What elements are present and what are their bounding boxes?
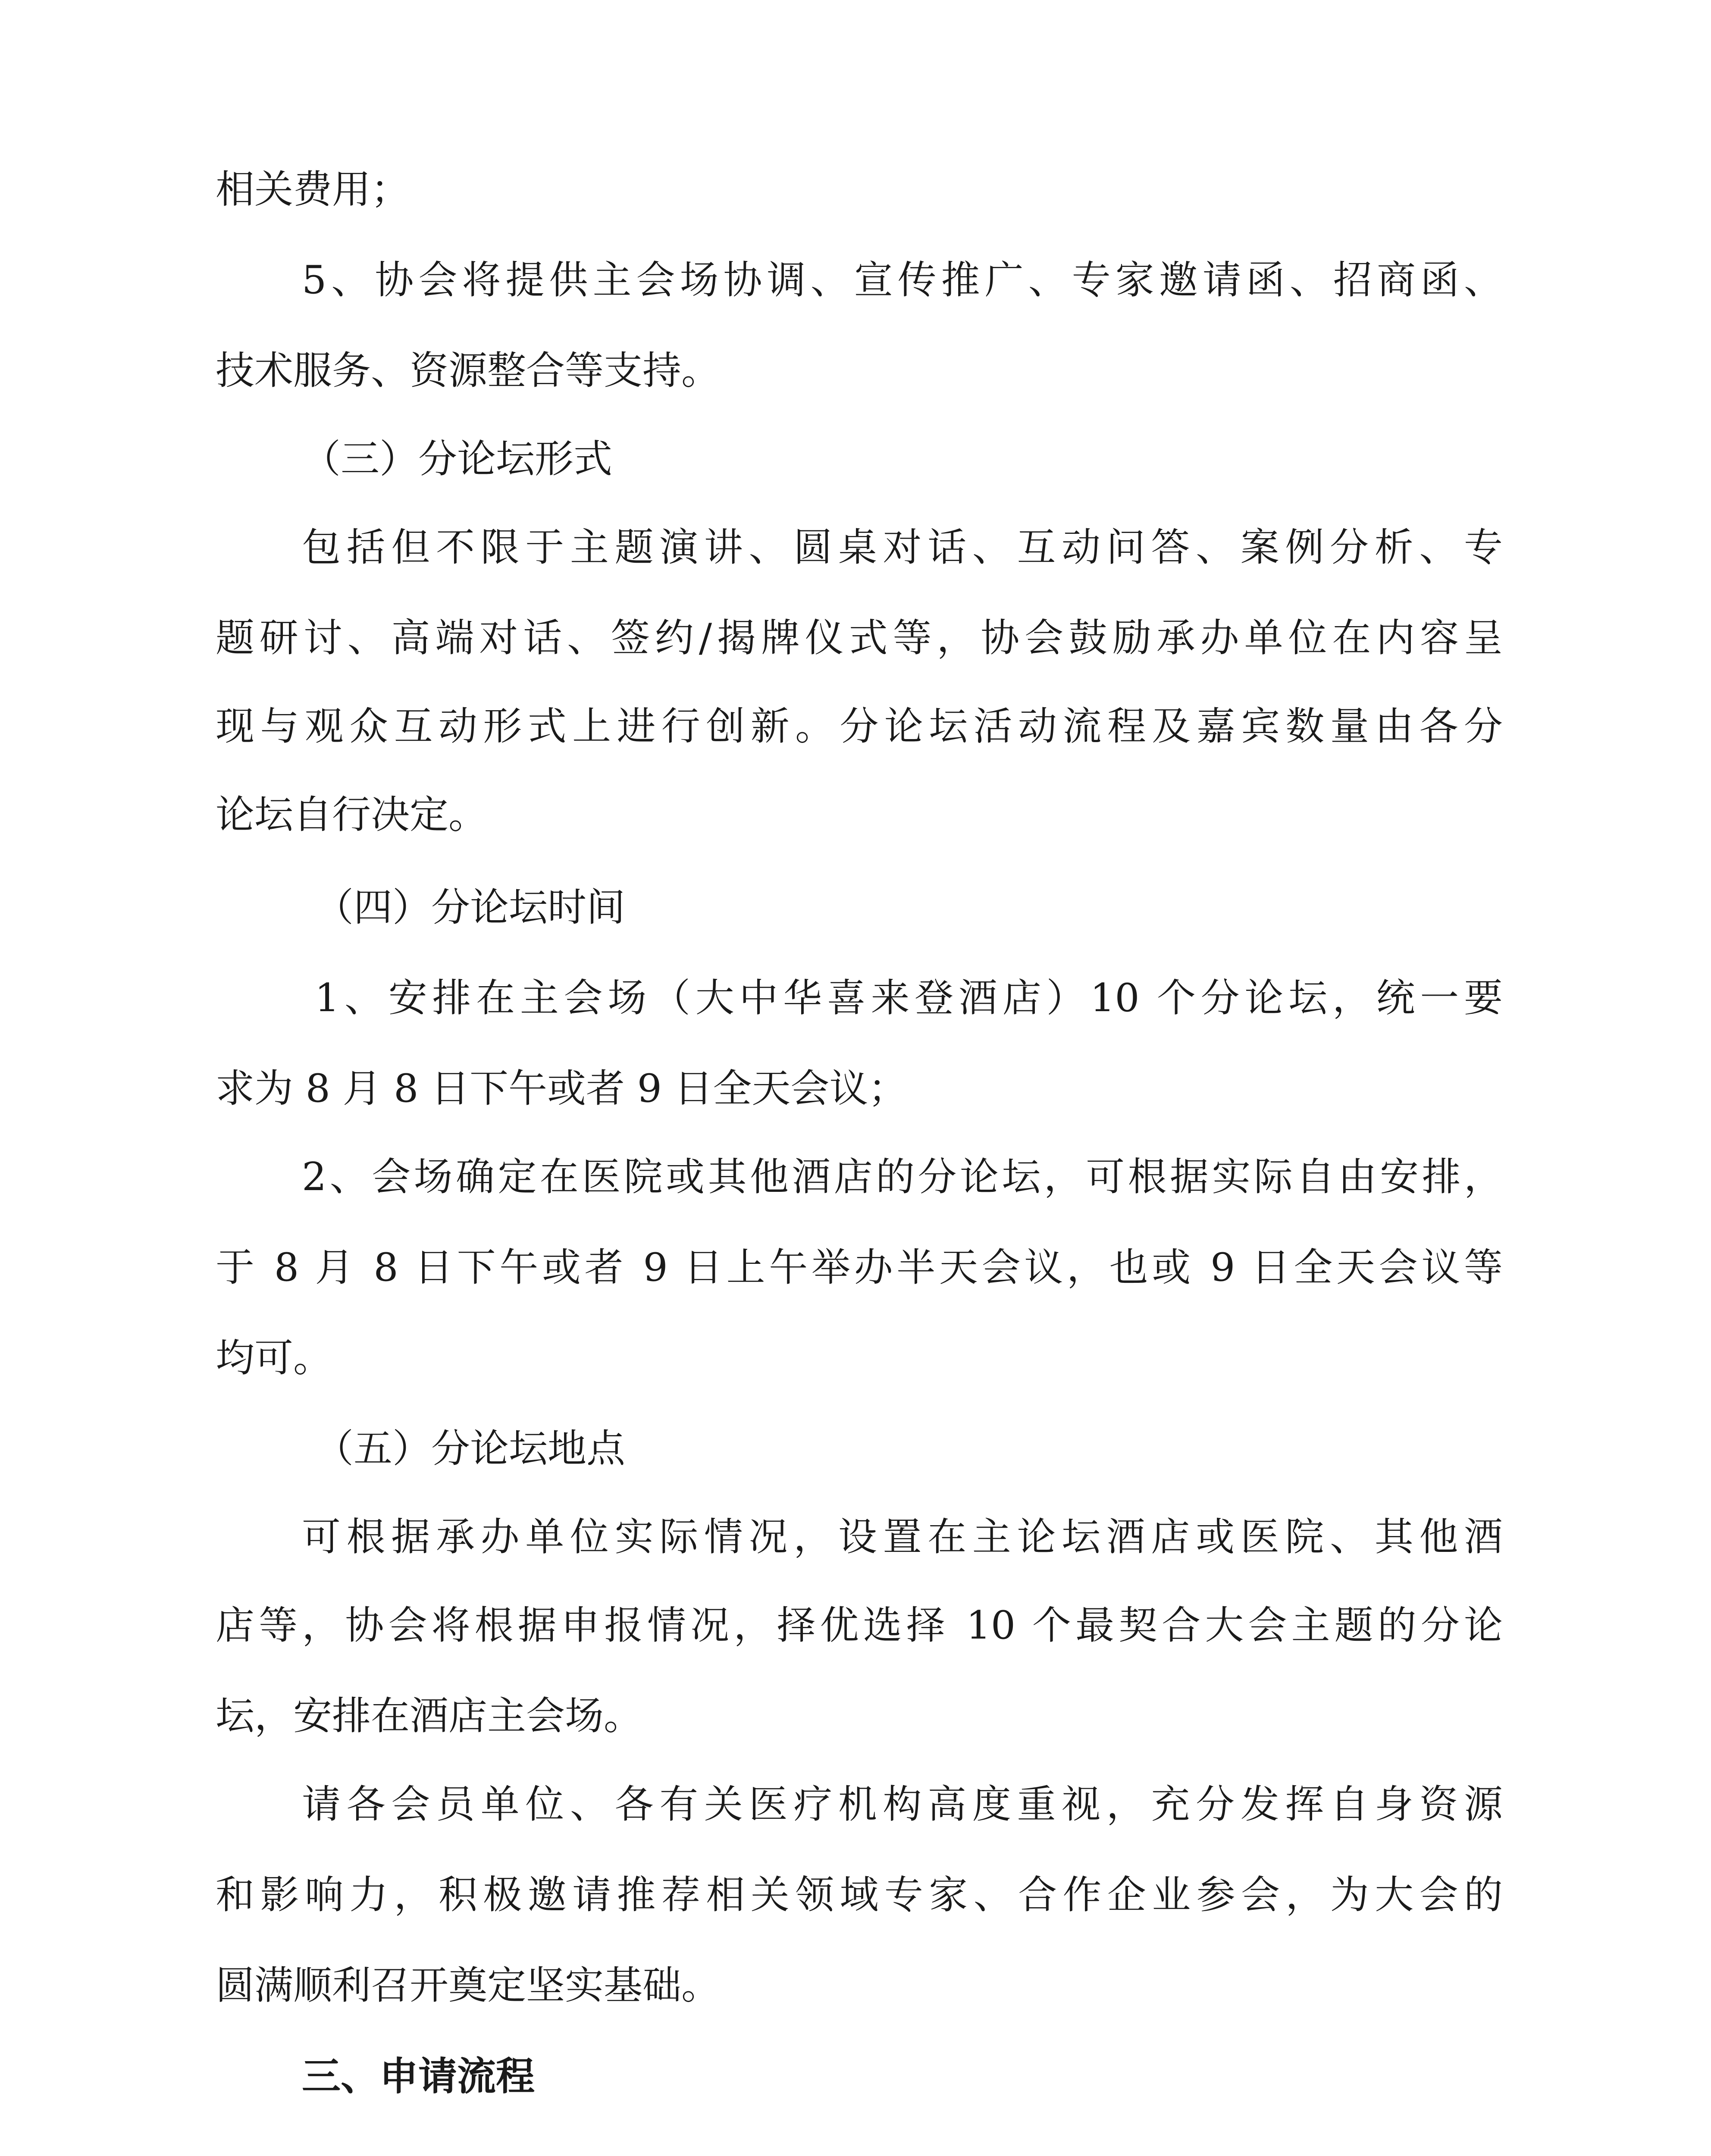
text-line: 店等，协会将根据申报情况，择优选择 10 个最契合大会主题的分论 xyxy=(216,1603,1503,1648)
text-line: 圆满顺利召开奠定坚实基础。 xyxy=(216,1963,720,2008)
section-heading-three: 三、申请流程 xyxy=(302,2053,535,2099)
text-line: 现与观众互动形式上进行创新。分论坛活动流程及嘉宾数量由各分 xyxy=(216,704,1503,749)
text-line: 可根据承办单位实际情况，设置在主论坛酒店或医院、其他酒 xyxy=(302,1514,1503,1560)
text-line: 均可。 xyxy=(216,1335,332,1381)
text-line: 请各会员单位、各有关医疗机构高度重视，充分发挥自身资源 xyxy=(302,1782,1503,1827)
text-line: 求为 8 月 8 日下午或者 9 日全天会议； xyxy=(216,1066,907,1111)
text-line: 题研讨、高端对话、签约/揭牌仪式等，协会鼓励承办单位在内容呈 xyxy=(216,615,1503,661)
text-line: 于 8 月 8 日下午或者 9 日上午举办半天会议，也或 9 日全天会议等 xyxy=(216,1245,1503,1290)
text-line: 和影响力，积极邀请推荐相关领域专家、合作企业参会，为大会的 xyxy=(216,1872,1503,1918)
section-heading-5: （五）分论坛地点 xyxy=(315,1426,625,1471)
text-line: 相关费用； xyxy=(216,167,410,212)
text-line: 5、协会将提供主会场协调、宣传推广、专家邀请函、招商函、 xyxy=(302,257,1503,303)
text-line: 2、会场确定在医院或其他酒店的分论坛，可根据实际自由安排， xyxy=(302,1154,1503,1200)
text-line: 坛，安排在酒店主会场。 xyxy=(216,1693,642,1739)
section-heading-3: （三）分论坛形式 xyxy=(302,436,612,482)
text-line: 论坛自行决定。 xyxy=(216,792,487,837)
document-page xyxy=(216,164,1509,2156)
text-line: 技术服务、资源整合等支持。 xyxy=(216,348,720,393)
text-line: 1、安排在主会场（大中华喜来登酒店）10 个分论坛，统一要 xyxy=(315,975,1503,1021)
text-line: 包括但不限于主题演讲、圆桌对话、互动问答、案例分析、专 xyxy=(302,525,1503,570)
section-heading-4: （四）分论坛时间 xyxy=(315,885,625,930)
